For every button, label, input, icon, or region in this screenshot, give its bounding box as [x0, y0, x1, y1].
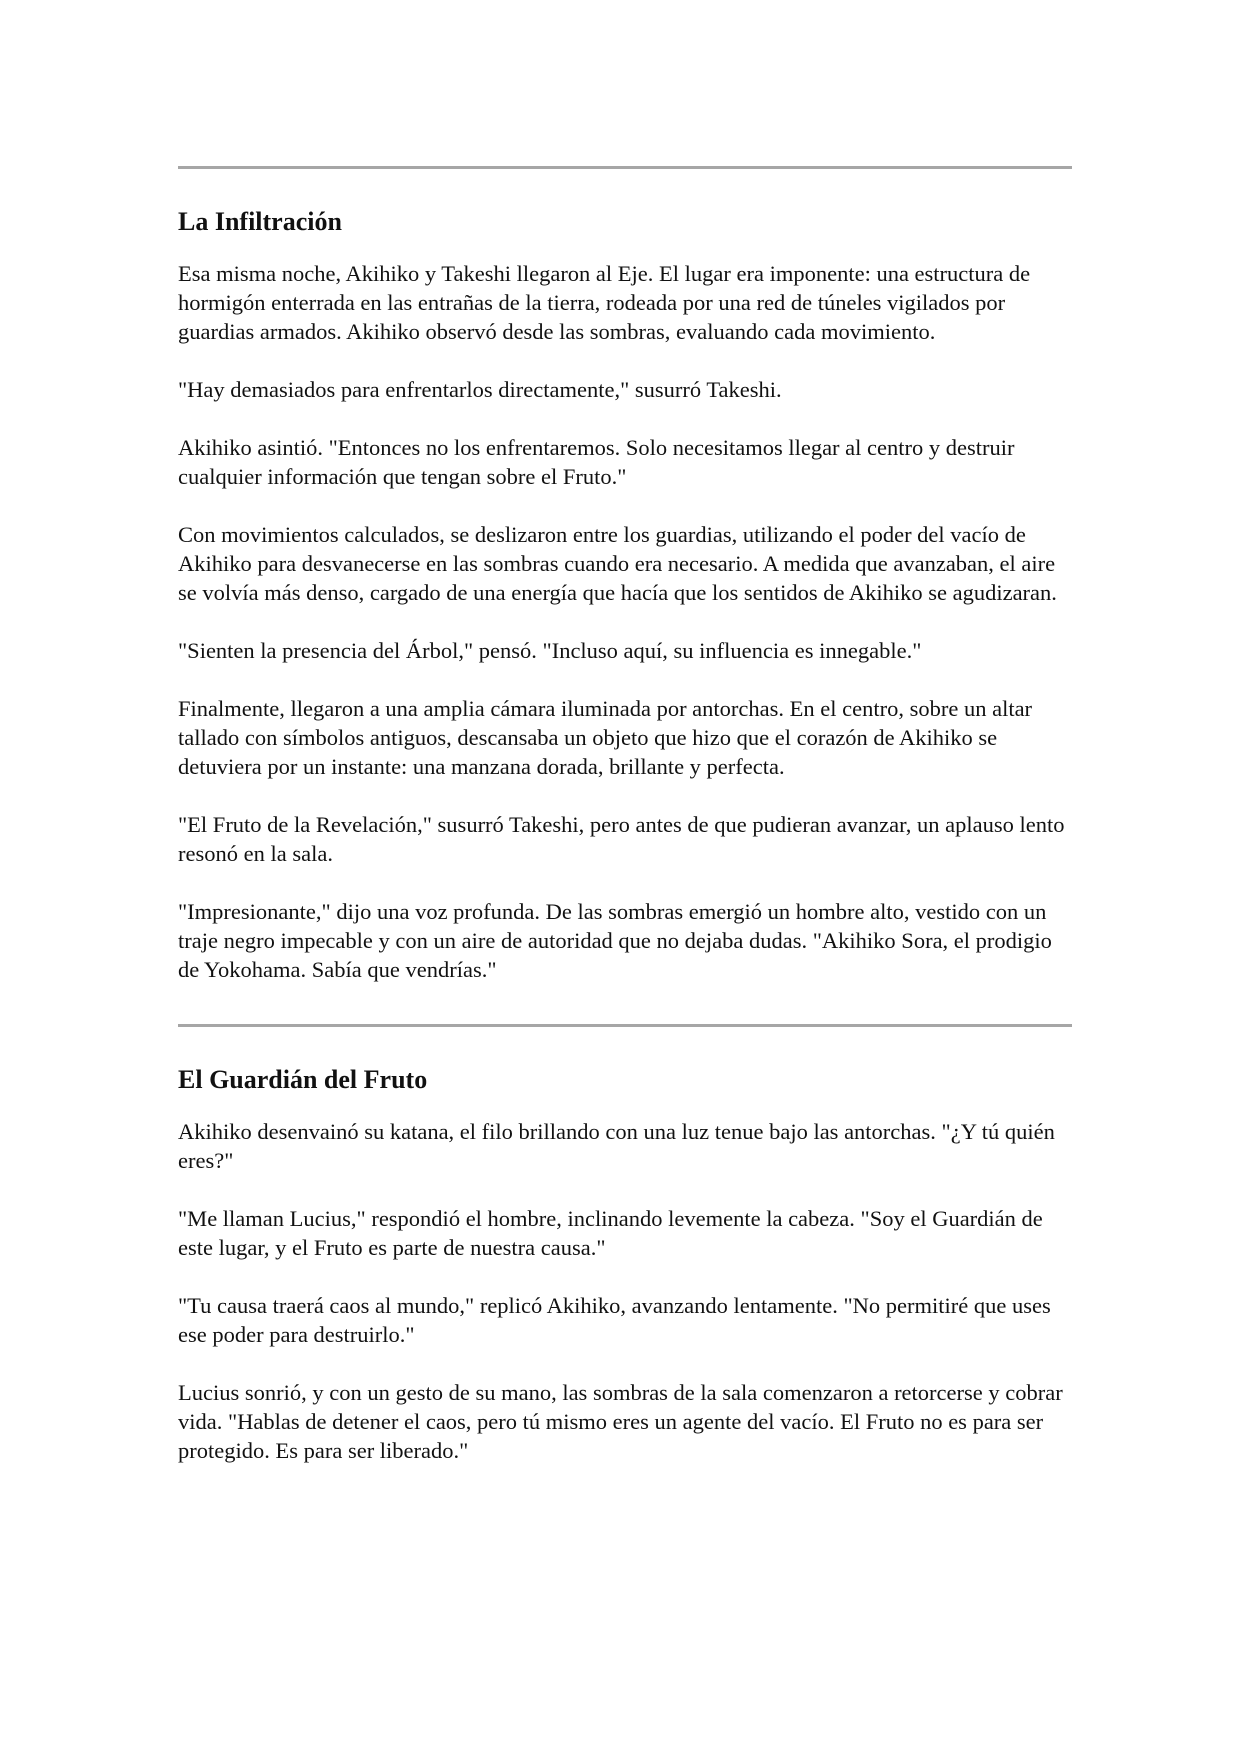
section-divider — [178, 1024, 1072, 1027]
section-el-guardian-del-fruto — [178, 1065, 1072, 1465]
section-heading: La Infiltración — [178, 207, 342, 236]
section-divider — [178, 166, 1072, 169]
paragraph: "Impresionante," dijo una voz profunda. De las sombras emergió un hombre alto, vestido con un traje negro impecable y con un aire de autoridad que no dejaba dudas. "Akihiko Sora, el prodigio de Yokohama. Sabía que vendrías." — [178, 899, 1052, 982]
document-page — [178, 0, 1072, 1465]
paragraph: Akihiko desenvainó su katana, el filo brillando con una luz tenue bajo las antorchas. "¿Y tú quién eres?" — [178, 1119, 1055, 1173]
paragraph: "Hay demasiados para enfrentarlos directamente," susurró Takeshi. — [178, 377, 782, 402]
paragraph: Con movimientos calculados, se deslizaron entre los guardias, utilizando el poder del vacío de Akihiko para desvanecerse en las sombras cuando era necesario. A medida que avanzaban, el aire se volvía más denso, cargado de una energía que hacía que los sentidos de Akihiko se agudizaran. — [178, 522, 1057, 605]
paragraph: Esa misma noche, Akihiko y Takeshi llegaron al Eje. El lugar era imponente: una estructura de hormigón enterrada en las entrañas de la tierra, rodeada por una red de túneles vigilados por guardias armados. Akihiko observó desde las sombras, evaluando cada movimiento. — [178, 261, 1031, 344]
paragraph: Finalmente, llegaron a una amplia cámara iluminada por antorchas. En el centro, sobre un altar tallado con símbolos antiguos, descansaba un objeto que hizo que el corazón de Akihiko se detuviera por un instante: una manzana dorada, brillante y perfecta. — [178, 696, 1033, 779]
paragraph: Akihiko asintió. "Entonces no los enfrentaremos. Solo necesitamos llegar al centro y destruir cualquier información que tengan sobre el Fruto." — [178, 435, 1015, 489]
section-la-infiltracion — [178, 207, 1072, 984]
paragraph: Lucius sonrió, y con un gesto de su mano, las sombras de la sala comenzaron a retorcerse y cobrar vida. "Hablas de detener el caos, pero tú mismo eres un agente del vacío. El Fruto no es para ser protegido. Es para ser liberado." — [178, 1380, 1063, 1463]
paragraph: "El Fruto de la Revelación," susurró Takeshi, pero antes de que pudieran avanzar, un aplauso lento resonó en la sala. — [178, 812, 1065, 866]
paragraph: "Tu causa traerá caos al mundo," replicó Akihiko, avanzando lentamente. "No permitiré que uses ese poder para destruirlo." — [178, 1293, 1051, 1347]
paragraph: "Sienten la presencia del Árbol," pensó. "Incluso aquí, su influencia es innegable." — [178, 638, 922, 663]
paragraph: "Me llaman Lucius," respondió el hombre, inclinando levemente la cabeza. "Soy el Guardián de este lugar, y el Fruto es parte de nuestra causa." — [178, 1206, 1043, 1260]
section-heading: El Guardián del Fruto — [178, 1065, 428, 1094]
